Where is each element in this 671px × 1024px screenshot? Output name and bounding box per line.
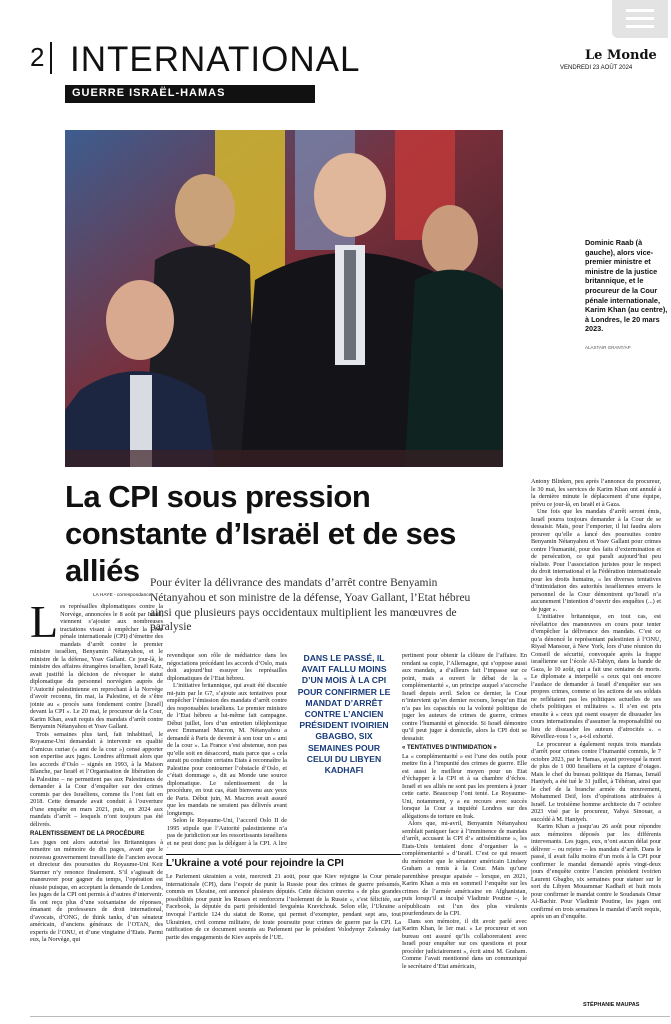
paragraph: L’initiative britannique, qui avait été discutée mi-juin par le G7, s’ajoute aux tentatives pour empêcher l’émission des mandats d’arrêt contre des responsables israéliens. Le premier ministre de l’Etat hébreu a lui-même fait campagne. Début juillet, lors d’un entretien téléphonique avec Emmanuel Macron, M. Nétanyahou a demandé à Paris de devenir à son tour un « ami de la cour ». La France s’est abstenue, non pas qu’elle soit en désaccord, mais parce que « cela aurait pu conduire certains Etats à reconnaître la Palestine pour contourner l’obstacle d’Oslo, et c’était dommage », dit au Monde une source diplomatique. Le ralentissement de la procédure, en tout cas, était bienvenu aux yeux de Paris. Début juin, M. Macron avait assuré que les mandats ne seraient pas délivrés avant longtemps. [167,682,287,817]
paragraph: Une fois que les mandats d’arrêt seront émis, Israël pourra toujours demander à la Cour de se dessaisir. Mais, pour l’emporter, il lui faudra alors prouver qu’elle a lancé des poursuites contre Benyamin Nétanyahou et Yoav Gallant pour crimes contre l’humanité, pour des faits d’extermination et de persécution, ce qui paraît aujourd’hui peu réaliste. Pour l’association juristes pour le respect du droit international et la Fédération internationale pour les droits humains, « les diverses tentatives d’intimidation des autorités israéliennes envers le personnel de la Cour démontrent qu’Israël n’a aucunement l’intention d’ouvrir des enquêtes (...) et de juger ». [531,508,661,613]
article-signature: STÉPHANIE MAUPAS [583,1002,640,1008]
photo-credit: ALASTAIR GRANT/AP [585,345,631,350]
paragraph: revendique son rôle de médiatrice dans les négociations précédant les accords d’Oslo, mais doit aujourd’hui essuyer les représailles diplomatiques de l’Etat hébreu. [167,652,287,682]
article-column-2 [167,652,287,848]
photo-caption: Dominic Raab (à gauche), alors vice-premier ministre et ministre de la justice britannique, et le procureur de la Cour pénale internationale, Karim Khan (au centre), à Londres, le 20 mars 2023. [585,238,668,334]
paragraph: Les juges ont alors autorisé les Britanniques à remettre un mémoire de dix pages, avant que le nouveau gouvernement travailliste de l’ancien avocat et directeur des poursuites du Royaume-Uni Keir Starmer n’y renonce finalement. S’il s’agissait de manœuvrer pour gagner du temps, l’opération est réussie puisque, en acceptant la demande de Londres, les juges de la CPI ont permis à d’autres d’intervenir. Ils ont reçu plus d’une soixantaine de réponses, émanant de professeurs de droit international, d’avocats, d’ONG, de think tanks, d’un sénateur américain, d’anciens généraux de l’OTAN, des experts de l’ONU, et d’une vingtaine d’Etats. Parmi eux, la Norvège, qui [30,838,163,943]
article-column-4 [531,478,661,998]
header-divider [50,42,52,74]
paragraph: pertinent pour obtenir la clôture de l’affaire. En rendant sa copie, l’Allemagne, qui s’oppose aussi aux mandats, a d’ailleurs fait l’impasse sur ce point, mais a ouvert le débat de la « complémentarité », un principe auquel s’accroche Israël depuis avril. Selon ce dernier, la Cour n’intervient qu’en dernier recours, lorsqu’un Etat n’a pas les capacités ou la volonté politique de juger les auteurs de crimes de guerre, crimes contre l’humanité et génocide. Si Israël démontre qu’il peut juger à domicile, alors la CPI doit se dessaisir. [402,652,527,742]
paragraph: Karim Khan a jusqu’au 26 août pour répondre aux mémoires déposés par les différents intervenants. Les juges, eux, n’ont aucun délai pour délivrer – ou rejeter – les mandats d’arrêt. Dans le passé, il avait fallu moins d’un mois à la CPI pour confirmer le mandat demandé après vingt-deux jours d’enquête contre l’ancien président ivoirien Laurent Gbagbo, six semaines pour statuer sur le sort du Libyen Mouammar Kadhafi et huit mois pour confirmer le mandat contre le Soudanais Omar Al-Bachir. Pour Vladimir Poutine, les juges ont confirmé en trois semaines le mandat d’arrêt requis, après un an d’enquête. [531,823,661,920]
subheading: RALENTISSEMENT DE LA PROCÉDURE [30,831,145,837]
page-number: 2 [30,42,45,72]
masthead-logo: Le Monde [585,48,657,63]
byline: LA HAYE - correspondance [93,593,152,598]
box-rule [166,854,401,855]
paragraph: es représailles diplomatiques contre la Norvège, annoncées le 8 août par Israël, viennent s’ajouter aux nombreuses tractations visant à empêcher la Cour pénale internationale (CPI) d’émettre des mandats d’arrêt contre le premier ministre israélien, Benyamin Nétanyahou, et le ministre de la défense, Yoav Gallant. Ce jour-là, le ministre des affaires étrangères israélien, Israël Katz, avait justifié la décision de révoquer le statut diplomatique du personnel norvégien auprès de l’Autorité palestinienne en reprochant à la Norvège d’avoir reconnu, fin mai, la Palestine, et de s’être jointe au « procès sans fondement contre [Israël] devant la CPI ». Le 20 mai, le procureur de la Cour, Karim Khan, avait requis des mandats d’arrêt contre Benyamin Nétanyahou et Yoav Gallant. [30,603,163,730]
dateline: VENDREDI 23 AOÛT 2024 [560,65,633,71]
page-bottom-rule [30,1016,670,1017]
rubric-label: GUERRE ISRAËL-HAMAS [72,87,226,99]
article-photo [65,130,503,467]
box-body: Le Parlement ukrainien a voté, mercredi 21 août, pour que Kiev rejoigne la Cour pénale internationale (CPI), dans l’espoir de punir la Russie pour des crimes de guerre présumés, commis en Ukraine, ont annoncé plusieurs députés. Cette décision ouvrira « de plus grandes possibilités pour punir les Russes et renforcera l’isolement de la Russie », s’est félicitée, sur Facebook, la députée du parti présidentiel Ievguénia Kravtchouk. Selon elle, l’Ukraine a invoqué l’article 124 du statut de Rome, qui permet d’exempter, pendant sept ans, tout Ukrainien, civil comme militaire, de toute poursuite pour crimes de guerre par la CPI. La ratification de ce document soumis au Parlement par le président Volodymyr Zelensky fait partie des engagements de Kiev auprès de l’UE. [166,874,401,941]
paragraph: Dans son mémoire, il dit avoir parlé avec Karim Khan, le 1er mai. « Le procureur et son bureau ont assuré qu’ils collaboreraient avec Israël pour enquêter sur ces questions et pour procéder judiciairement », écrit ainsi M. Graham. Comme l’avait mentionné dans un communiqué le secrétaire d’Etat américain, [402,917,527,970]
box-title: L’Ukraine a voté pour rejoindre la CPI [166,858,344,869]
paragraph: L’initiative britannique, en tout cas, est révélatrice des manœuvres en cours pour tenter d’empêcher la délivrance des mandats. C’est ce qu’a dénoncé le représentant palestinien à l’ONU, Riyad Mansour, à New York, lors d’une réunion du Conseil de sécurité, convoquée après la frappe israélienne sur l’école Al-Tabiyn, dans la bande de Gaza, le 10 août, qui a fait une centaine de morts. Le diplomate a interpellé « ceux qui ont encore l’audace de demander à Israël d’enquêter sur ses propres crimes, comme si les actions de ses soldats ne reflétaient pas les politiques actuelles de ses chefs politiques et militaires ». Il s’en est pris ensuite à « ceux qui osent essayer de dissuader les cours internationales d’assumer la responsabilité ou lieu de dissuader les auteurs d’atrocités ». « Réveillez-vous ! », a-t-il exhorté. [531,613,661,740]
paragraph: Alors que, mi-avril, Benyamin Nétanyahou semblait paniquer face à l’imminence de mandats d’arrêt, accusant la CPI d’« antisémitisme », les Etats-Unis tentaient donc d’organiser la « complémentarité » d’Israël. C’est ce qui ressort du mémoire que le sénateur américain Lindsey Graham a remis à la Cour. Mais qu’une parenthèse presque apaisée – lorsque, en 2021, Karim Khan a mis en sommeil l’enquête sur les crimes de l’armée américaine en Afghanistan, puis lorsqu’il a inculpé Vladimir Poutine –, le républicain est l’un des plus virulents pourfendeurs de la CPI. [402,820,527,917]
photo-illustration [65,130,503,467]
hamburger-menu-icon[interactable] [612,0,668,38]
article-column-1 [30,603,163,1008]
paragraph: Le procureur a également requis trois mandats d’arrêt pour crimes contre l’humanité commis, le 7 octobre 2023, par le Hamas, ayant provoqué la mort de plus de 1 000 Israéliens et la capture d’otages. Mais le chef du bureau politique du Hamas, Ismaïl Haniyeh, a été tué le 31 juillet, à Téhéran, ainsi que le chef de la branche armée du mouvement, Mohammed Deif, lors d’opérations attribuées à Israël. Le troisième homme architecte du 7 octobre 2023 visé par le procureur, Yahya Sinouar, a succédé à M. Haniyeh. [531,740,661,823]
pull-quote: DANS LE PASSÉ, IL AVAIT FALLU MOINS D’UN MOIS À LA CPI POUR CONFIRMER LE MANDAT D’ARRÊT CONTRE L’ANCIEN PRÉSIDENT IVOIRIEN GBAGBO, SIX SEMAINES POUR CELUI DU LIBYEN KADHAFI [297,653,391,776]
paragraph: La « complémentarité » est l’une des outils pour mettre fin à l’impunité des crimes de guerre. Elle est aussi le meilleur moyen pour un Etat d’échapper à la CPI et à sa chambre d’échos. Israël et ses alliés ne sont pas les premiers à jouer cette carte. Beaucoup l’ont tenté. Le Royaume-Uni, notamment, y a eu recours avec succès lorsque la Cour a inquiété Londres sur des allégations de torture en Irak. [402,752,527,820]
paragraph: Antony Blinken, peu après l’annonce du procureur, le 30 mai, les services de Karim Khan ont annulé à la dernière minute le déplacement d’une équipe, prévu ce jour-là, en Israël et à Gaza. [531,478,661,508]
article-headline: La CPI sous pression constante d’Israël et de ses alliés [65,479,456,588]
article-column-3 [402,652,527,1012]
article-standfirst: Pour éviter la délivrance des mandats d’arrêt contre Benyamin Nétanyahou et son ministre de la défense, Yoav Gallant, l’Etat hébreu ainsi que plusieurs pays occidentaux multiplient les manœuvres de paralysie [150,577,471,634]
paragraph: Selon le Royaume-Uni, l’accord Oslo II de 1995 stipule que l’Autorité palestinienne n’a pas de juridiction sur les ressortissants israéliens et ne peut donc pas la déléguer à la CPI. A lire [167,817,287,847]
drop-cap: L [30,603,59,647]
section-title: INTERNATIONAL [70,40,361,79]
subheading: « TENTATIVES D’INTIMIDATION » [402,745,497,751]
paragraph: Trois semaines plus tard, fait inhabituel, le Royaume-Uni demandait à intervenir en qualité d’amicus curiae (« ami de la cour ») censé apporter son expertise aux juges. Londres affirmait alors que les accords d’Oslo – signés en 1993, à la Maison Blanche, par Israël et l’Organisation de libération de la Palestine – ne permettent pas aux Palestiniens de demander à la Cour d’enquêter sur des crimes commis par des Israéliens, comme ils l’ont fait en 2018. Cette demande avait conduit à l’ouverture d’une enquête en mars 2021, puis, en 2024 aux mandats d’arrêt – lesquels n’ont toujours pas été délivrés. [30,730,163,828]
